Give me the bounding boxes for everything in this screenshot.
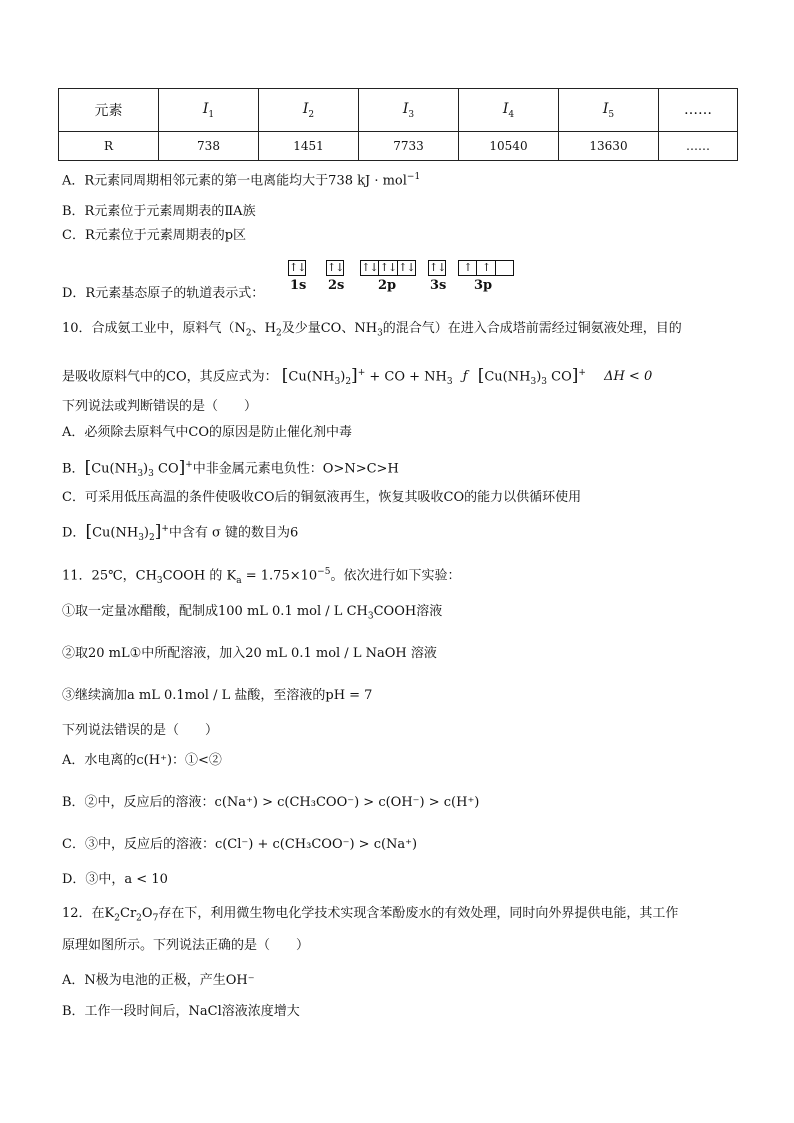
table-header-cell [59,89,159,132]
orbital-cell: ↑↓ [379,261,397,274]
q12-text: 存在下，利用微生物电化学技术实现含苯酚废水的有效处理，同时向外界提供电能，其工作 [158,906,679,921]
q10-option-d: D．$[Cu(NH_3)_2]^+$中含有 σ 键的数目为6 [62,521,299,543]
table-header-row [59,89,738,132]
header-element: 元素 [94,103,123,119]
orbital-cell: ↑ [477,261,496,275]
q10-eq: Cu(NH [484,369,531,385]
orbital-box-2s [326,260,344,276]
q10-eq-arrow: ƒ [462,369,468,385]
q10-text: 及少量CO、NH [281,321,378,336]
q11-step-1: ①取一定量冰醋酸，配制成100 mL 0.1 mol / L $CH_3COOH$溶液 [62,604,443,622]
header-i: I [402,100,409,117]
table-cell: R [59,132,159,161]
q10-option-b: B．[$Cu(NH_3)_3$ CO]+中非金属元素电负性：O>N>C>H [62,457,399,479]
header-sub: 1 [208,109,215,120]
q10-option-b-text: 中非金属元素电负性：O>N>C>H [192,461,399,477]
q10-option-c: C．可采用低压高温的条件使吸收CO后的铜氨液再生，恢复其吸收CO的能力以供循环使用 [62,490,582,505]
q12-stem-line1: 12．在$K_2Cr_2O_7$存在下，利用微生物电化学技术实现含苯酚废水的有效处理，同时向外界提供电能，其工作 [62,906,679,924]
table-cell: …… [659,132,738,161]
ionization-energy-table [58,88,738,161]
orbital-box-3s [428,260,446,276]
table-header-cell [659,89,738,132]
table-header-cell [259,89,359,132]
q10-prompt: 下列说法或判断错误的是（ ） [62,399,258,414]
q11-text: 。依次进行如下实验： [330,568,461,584]
q11-option-c: C．③中，反应后的溶液：c(Cl⁻) + c(CH₃COO⁻) > c(Na⁺) [62,837,418,852]
q11-option-b: B．②中，反应后的溶液：c(Na⁺) > c(CH₃COO⁻) > c(OH⁻) > c(H⁺) [62,795,480,810]
q10-text: 、H [251,321,276,336]
table-cell: 7733 [359,132,459,161]
header-i: I [502,100,509,117]
q9-option-d: D．R元素基态原子的轨道表示式： [62,286,265,301]
q10-eq-dh: ΔH < 0 [604,369,653,385]
orbital-box-3p [458,260,514,276]
q11-prompt: 下列说法错误的是（ ） [62,723,219,738]
q10-text: 10．合成氨工业中，原料气（N [62,321,246,336]
q12-text: Cr [120,906,137,921]
orbital-cell: ↑↓ [327,261,344,274]
orbital-cell: ↑↓ [289,261,306,274]
table-header-cell [559,89,659,132]
table-header-cell [459,89,559,132]
q10-eq: + CO + NH [369,369,447,385]
q10-option-d-text: 中含有 σ 键的数目为6 [168,525,299,541]
q11-step-3: ③继续滴加a mL 0.1mol / L 盐酸，至溶液的pH = 7 [62,688,373,703]
q11-stem: 11．25℃，$CH_3COOH$ 的 $K_a = 1.75\times 10^{-5}$。依次进行如下实验： [62,567,461,586]
q10-stem-line2: 是吸收原料气中的CO，其反应式为： $[Cu(NH_3)_2]^+$ + CO + $NH_3$ ƒ [$Cu(NH_3)_3$ CO]+ ΔH < 0 [62,365,653,387]
q9-option-a [62,168,420,190]
q9-option-a-text: A．R元素同周期相邻元素的第一电离能均大于738 kJ · mol [62,173,407,189]
header-ellipsis: …… [684,102,712,118]
orbital-diagram [0,260,794,300]
q9-option-a-sup: −1 [406,172,421,182]
orbital-box-1s [288,260,306,276]
orbital-label-2s: 2s [328,278,345,293]
orbital-box-2p [360,260,416,276]
q11-text: = 1.75×10 [241,568,318,584]
orbital-cell: ↑ [459,261,477,275]
header-i: I [602,100,609,117]
q12-text: O [141,906,153,921]
table-cell: 10540 [459,132,559,161]
q10-option-a: A．必须除去原料气中CO的原因是防止催化剂中毒 [62,425,352,440]
q12-option-b: B．工作一段时间后，NaCl溶液浓度增大 [62,1004,300,1019]
table-cell: 738 [159,132,259,161]
header-sub: 3 [408,109,415,120]
q9-option-b: B．R元素位于元素周期表的ⅡA族 [62,204,256,219]
orbital-cell: ↑↓ [398,261,415,274]
table-row [59,132,738,161]
q10-stem-line1: 10．合成氨工业中，原料气（$N_2$、$H_2$及少量CO、$NH_3$的混合气）在进入合成塔前需经过铜氨液处理，目的 [62,321,682,339]
header-sub: 2 [308,109,315,120]
table-cell: 13630 [559,132,659,161]
q11-text: ①取一定量冰醋酸，配制成100 mL 0.1 mol / L CH [62,604,368,619]
q10-eq: Cu(NH [288,369,335,385]
q11-text: COOH溶液 [373,604,443,619]
q11-option-d: D．③中，a < 10 [62,872,168,887]
q11-option-a: A．水电离的c(H⁺)：①<② [62,753,222,768]
q10-option-d-label: D． [62,525,86,541]
q12-option-a: A．N极为电池的正极，产生OH⁻ [62,973,255,988]
q11-text: 11．25℃，CH [62,568,157,584]
orbital-cell: ↑↓ [361,261,378,274]
orbital-label-3p: 3p [474,278,493,293]
q12-text: 12．在K [62,906,115,921]
q10-option-b-label: B． [62,461,85,477]
table-cell: 1451 [259,132,359,161]
header-sub: 4 [508,109,515,120]
header-i: I [302,100,309,117]
orbital-cell [496,261,513,275]
orbital-label-2p: 2p [378,278,397,293]
orbital-label-1s: 1s [290,278,307,293]
orbital-label-3s: 3s [430,278,447,293]
q11-text: COOH 的 K [162,568,237,584]
q10-text: 是吸收原料气中的CO，其反应式为： [62,369,278,385]
q10-eq: CO [551,369,572,385]
header-i: I [202,100,209,117]
table-header-cell [159,89,259,132]
header-sub: 5 [608,109,615,120]
q11-step-2: ②取20 mL①中所配溶液，加入20 mL 0.1 mol / L NaOH 溶液 [62,646,437,661]
table-header-cell [359,89,459,132]
q10-text: 的混合气）在进入合成塔前需经过铜氨液处理，目的 [382,321,682,336]
orbital-cell: ↑↓ [429,261,446,274]
q12-stem-line2: 原理如图所示。下列说法正确的是（ ） [62,938,310,953]
q9-option-c: C．R元素位于元素周期表的p区 [62,228,247,243]
